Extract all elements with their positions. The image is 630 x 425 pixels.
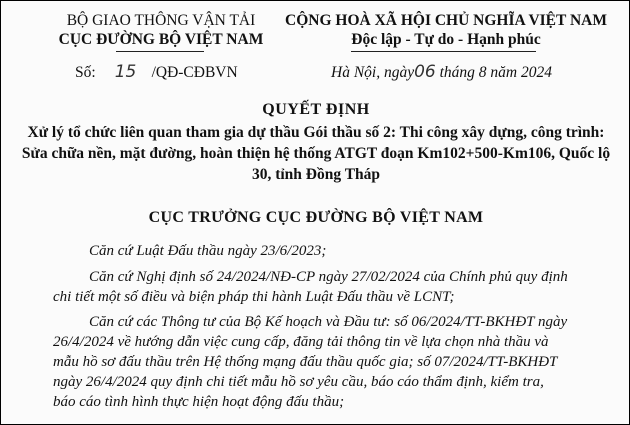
basis-line-8: báo cáo tình hình thực hiện hoạt động đấu thầu; bbox=[53, 394, 345, 410]
national-motto: Độc lập - Tự do - Hạnh phúc bbox=[351, 31, 541, 48]
dateline bbox=[331, 62, 552, 82]
basis-line-2: Căn cứ Nghị định số 24/2024/NĐ-CP ngày 27/02/2024 của Chính phủ quy định bbox=[89, 269, 568, 285]
issuer-title: CỤC TRƯỞNG CỤC ĐƯỜNG BỘ VIỆT NAM bbox=[148, 209, 484, 226]
country-name: CỘNG HOÀ XÃ HỘI CHỦ NGHĨA VIỆT NAM bbox=[285, 12, 607, 29]
motto-underline bbox=[351, 51, 536, 52]
decision-title: QUYẾT ĐỊNH bbox=[262, 101, 370, 118]
agency-name: CỤC ĐƯỜNG BỘ VIỆT NAM bbox=[58, 31, 264, 48]
dateline-suffix: tháng 8 năm 2024 bbox=[439, 64, 552, 81]
basis-line-6: mẫu hồ sơ đấu thầu trên Hệ thống mạng đấu thầu quốc gia; số 07/2024/TT-BKHĐT bbox=[53, 354, 558, 370]
dateline-day: 06 bbox=[414, 62, 436, 82]
number-prefix: Số: bbox=[75, 64, 96, 81]
number-suffix: /QĐ-CĐBVN bbox=[151, 64, 238, 81]
national-block bbox=[271, 11, 621, 49]
agency-parent: BỘ GIAO THÔNG VẬN TẢI bbox=[66, 12, 256, 29]
dateline-prefix: Hà Nội, ngày bbox=[331, 64, 415, 81]
number-handwritten: 15 bbox=[114, 62, 137, 82]
agency-underline bbox=[116, 51, 204, 52]
basis-line-7: ngày 26/4/2024 quy định chi tiết mẫu hồ sơ yêu cầu, báo cáo thẩm định, kiểm tra, bbox=[53, 374, 544, 390]
agency-block bbox=[56, 11, 266, 49]
decision-subject: Xử lý tổ chức liên quan tham gia dự thầu Gói thầu số 2: Thi công xây dựng, công trình: Sửa chữa nền, mặt đường, hoàn thiện hệ thống ATGT đoạn Km102+500-Km106, Quốc lộ 30, tỉnh Đồng Tháp bbox=[21, 124, 611, 183]
document-number bbox=[75, 62, 238, 82]
basis-line-1: Căn cứ Luật Đấu thầu ngày 23/6/2023; bbox=[89, 243, 327, 259]
basis-line-4: Căn cứ các Thông tư của Bộ Kế hoạch và Đầu tư: số 06/2024/TT-BKHĐT ngày bbox=[89, 314, 568, 330]
basis-line-5: 26/4/2024 về hướng dẫn việc cung cấp, đăng tải thông tin về lựa chọn nhà thầu và bbox=[53, 334, 549, 350]
basis-line-3: chi tiết một số điều và biện pháp thi hành Luật Đấu thầu về LCNT; bbox=[53, 289, 455, 305]
